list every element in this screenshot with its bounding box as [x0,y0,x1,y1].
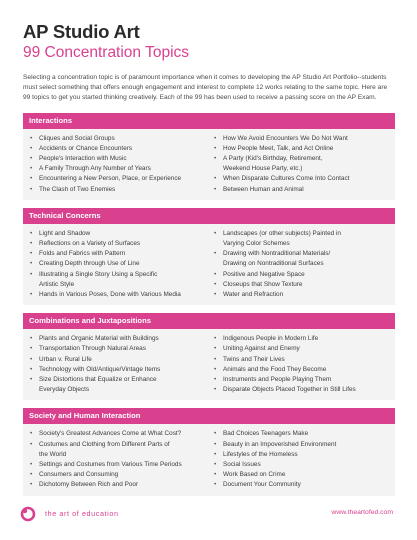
topic-text: Creating Depth through Use of Line [39,260,140,268]
topic-text: Society's Greatest Advances Come at What Cost? [39,430,182,438]
bullet-icon: • [30,270,33,278]
footer [20,505,395,525]
topic-item [29,429,205,439]
bullet-icon: • [214,386,217,394]
page-subtitle: 99 Concentration Topics [23,44,190,61]
topic-text: Twins and Their Lives [223,355,285,363]
topic-item [213,375,389,385]
section-body [23,224,395,305]
topic-text: Reflections on a Variety of Surfaces [39,240,141,248]
bullet-icon: • [30,440,33,448]
topic-item [213,429,389,439]
topic-item [29,270,205,280]
topic-text: Landscapes (or other subjects) Painted in [223,229,341,237]
topic-item-continued [213,239,389,249]
topic-item [29,470,205,480]
topic-text: Positive and Negative Space [223,270,305,278]
topic-item [213,334,389,344]
topic-item [213,365,389,375]
bullet-icon: • [30,260,33,268]
section-body [23,329,395,400]
bullet-icon: • [214,270,217,278]
intro-paragraph: Selecting a concentration topic is of paramount importance when it comes to developing the AP Studio Art Portfolio--students must select something that offers enough engagement and interest to complete 12 works relating to the same topic. Here are 99 topics to get you started thinking creatively. Each of the 99 has been used to receive a passing score on the AP Exam. [23,74,388,102]
section-heading: Technical Concerns [23,208,395,224]
topic-column-left [29,334,205,395]
section-heading: Society and Human Interaction [23,408,395,424]
topic-item [29,440,205,450]
topic-text: Weekend House Party, etc.) [223,165,303,173]
topic-text: Lifestyles of the Homeless [223,450,298,458]
topic-item-continued [213,164,389,174]
topic-text: Instruments and People Playing Them [223,376,332,384]
bullet-icon: • [214,440,217,448]
bullet-icon: • [30,471,33,479]
topic-text: Social Issues [223,461,261,469]
topic-item [29,144,205,154]
topic-text: Costumes and Clothing from Different Parts of [39,440,170,448]
topic-column-right [205,134,389,195]
bullet-icon: • [214,250,217,258]
bullet-icon: • [30,165,33,173]
bullet-icon: • [30,175,33,183]
topic-item [213,185,389,195]
document-page [23,22,395,496]
topic-column-right [205,229,389,300]
topic-text: Beauty in an Impoverished Environment [223,440,337,448]
section-body [23,129,395,200]
section-society-and-human-interaction [23,408,395,495]
bullet-icon: • [214,335,217,343]
topic-item [29,290,205,300]
topic-text: Varying Color Schemes [223,240,290,248]
bullet-icon: • [214,134,217,142]
topic-text: Technology with Old/Antique/Vintage Items [39,365,161,373]
topic-sections [23,113,395,496]
topic-item-continued [29,450,205,460]
topic-column-right [205,429,389,490]
topic-text: Work Based on Crime [223,471,286,479]
topic-text: When Disparate Cultures Come Into Contact [223,175,350,183]
topic-item [213,460,389,470]
bullet-icon: • [30,481,33,489]
section-interactions [23,113,395,200]
topic-text: Folds and Fabrics with Pattern [39,250,126,258]
section-heading: Combinations and Juxtapositions [23,313,395,329]
topic-text: How We Avoid Encounters We Do Not Want [223,134,348,142]
topic-text: Artistic Style [39,280,75,288]
topic-item [29,355,205,365]
topic-item [29,365,205,375]
section-combinations-and-juxtapositions [23,313,395,400]
topic-item [29,460,205,470]
topic-text: Transportation Through Natural Areas [39,345,146,353]
topic-item [213,270,389,280]
topic-item [213,134,389,144]
topic-item [29,259,205,269]
bullet-icon: • [30,155,33,163]
bullet-icon: • [214,185,217,193]
topic-column-right [205,334,389,395]
bullet-icon: • [30,355,33,363]
topic-text: A Family Through Any Number of Years [39,165,151,173]
topic-text: Water and Refraction [223,291,284,299]
topic-text: The Clash of Two Enemies [39,185,116,193]
topic-item [213,480,389,490]
bullet-icon: • [214,345,217,353]
topic-text: Uniting Against and Enemy [223,345,300,353]
topic-item [29,344,205,354]
topic-item [213,344,389,354]
bullet-icon: • [30,345,33,353]
topic-item [29,239,205,249]
topic-text: Everyday Objects [39,386,90,394]
topic-text: Disparate Objects Placed Together in Still Lifes [223,386,356,394]
topic-item [29,375,205,385]
bullet-icon: • [214,229,217,237]
topic-item [213,385,389,395]
bullet-icon: • [30,240,33,248]
topic-text: Closeups that Show Texture [223,280,303,288]
topic-text: Cliques and Social Groups [39,134,115,142]
topic-item [213,450,389,460]
topic-item [29,229,205,239]
bullet-icon: • [30,365,33,373]
topic-item [213,249,389,259]
bullet-icon: • [30,250,33,258]
topic-text: Animals and the Food They Become [223,365,327,373]
topic-text: Light and Shadow [39,229,91,237]
footer-url-link[interactable]: www.theartofed.com [331,509,393,516]
topic-item [213,355,389,365]
topic-column-left [29,229,205,300]
topic-text: Settings and Costumes from Various Time Periods [39,461,182,469]
topic-text: People's Interaction with Music [39,155,127,163]
topic-text: Plants and Organic Material with Buildings [39,335,159,343]
section-body [23,424,395,495]
bullet-icon: • [30,376,33,384]
topic-item [213,229,389,239]
topic-text: Encountering a New Person, Place, or Experience [39,175,182,183]
topic-text: A Party (Kid's Birthday, Retirement, [223,155,323,163]
topic-item [29,164,205,174]
footer-brand: the art of education [45,509,119,518]
topic-item [213,280,389,290]
bullet-icon: • [214,461,217,469]
topic-text: Between Human and Animal [223,185,304,193]
bullet-icon: • [30,291,33,299]
topic-item-continued [29,280,205,290]
bullet-icon: • [214,291,217,299]
topic-text: Drawing on Nontraditional Surfaces [223,260,324,268]
topic-item [213,154,389,164]
topic-text: Drawing with Nontraditional Materials/ [223,250,331,258]
section-technical-concerns [23,208,395,305]
topic-item [213,290,389,300]
bullet-icon: • [30,144,33,152]
topic-text: Illustrating a Single Story Using a Specific [39,270,158,278]
bullet-icon: • [214,365,217,373]
topic-item [29,134,205,144]
page-title: AP Studio Art [23,21,140,42]
topic-text: Bad Choices Teenagers Make [223,430,309,438]
bullet-icon: • [214,155,217,163]
bullet-icon: • [214,450,217,458]
bullet-icon: • [214,471,217,479]
topic-item [29,174,205,184]
bullet-icon: • [30,430,33,438]
topic-item [213,470,389,480]
topic-column-left [29,134,205,195]
bullet-icon: • [214,355,217,363]
topic-text: Hands in Various Poses, Done with Various Media [39,291,181,299]
topic-item [29,154,205,164]
bullet-icon: • [214,376,217,384]
topic-item-continued [213,259,389,269]
bullet-icon: • [214,280,217,288]
topic-text: Dichotomy Between Rich and Poor [39,481,139,489]
bullet-icon: • [214,481,217,489]
bullet-icon: • [214,430,217,438]
topic-text: Urban v. Rural Life [39,355,92,363]
topic-item [213,174,389,184]
topic-text: Consumers and Consuming [39,471,119,479]
bullet-icon: • [214,175,217,183]
topic-column-left [29,429,205,490]
topic-text: Indigenous People in Modern Life [223,335,319,343]
topic-item [29,334,205,344]
topic-text: How People Meet, Talk, and Act Online [223,144,334,152]
section-heading: Interactions [23,113,395,129]
topic-item [29,480,205,490]
topic-text: Document Your Community [223,481,301,489]
bullet-icon: • [30,134,33,142]
topic-text: Accidents or Chance Encounters [39,144,133,152]
bullet-icon: • [30,335,33,343]
bullet-icon: • [214,144,217,152]
topic-item [29,249,205,259]
bullet-icon: • [30,229,33,237]
topic-item-continued [29,385,205,395]
brand-logo-icon [20,506,36,522]
bullet-icon: • [30,185,33,193]
topic-item [213,144,389,154]
topic-text: Size Distortions that Equalize or Enhance [39,376,157,384]
topic-item [213,440,389,450]
topic-text: the World [39,450,67,458]
topic-item [29,185,205,195]
bullet-icon: • [30,461,33,469]
